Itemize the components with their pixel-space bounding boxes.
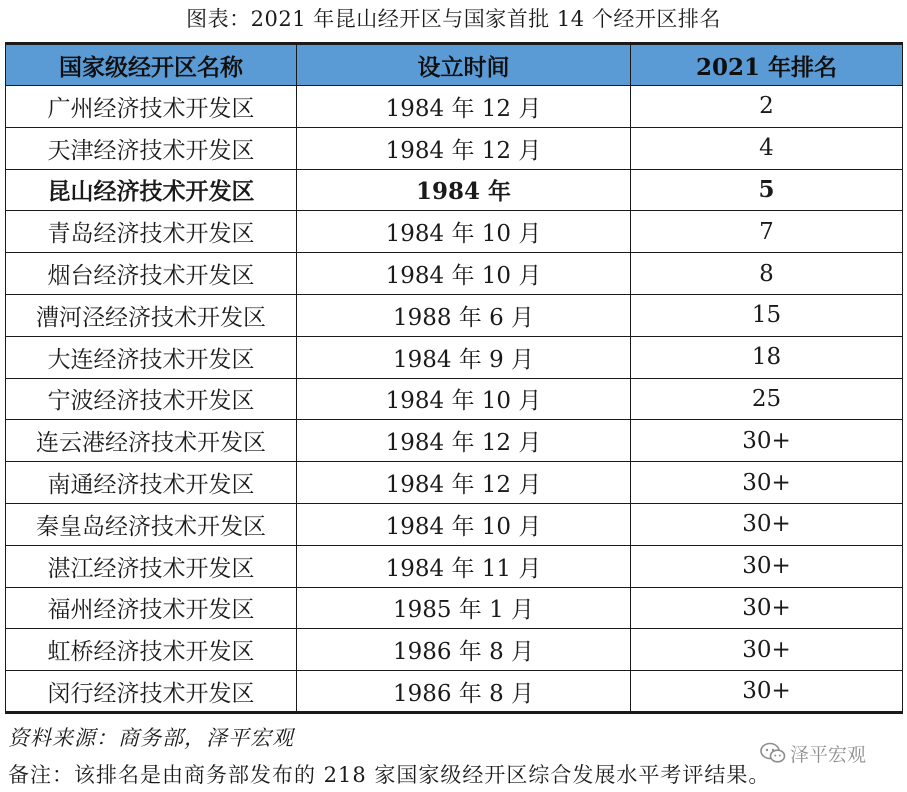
zone-name-cell: 宁波经济技术开发区 xyxy=(6,378,297,420)
watermark-text: 泽平宏观 xyxy=(790,743,867,766)
established-date-cell: 1984 年 9 月 xyxy=(297,336,631,378)
zone-name-cell: 昆山经济技术开发区 xyxy=(6,169,297,211)
rank-cell: 30+ xyxy=(631,462,903,504)
established-date-cell: 1984 年 12 月 xyxy=(297,86,631,128)
table-row xyxy=(6,629,903,671)
zone-name-cell: 连云港经济技术开发区 xyxy=(6,420,297,462)
zone-name-cell: 湛江经济技术开发区 xyxy=(6,545,297,587)
zone-name-cell: 广州经济技术开发区 xyxy=(6,86,297,128)
rank-cell: 30+ xyxy=(631,545,903,587)
source-note: 资料来源：商务部，泽平宏观 xyxy=(8,726,294,750)
zone-name-cell: 烟台经济技术开发区 xyxy=(6,253,297,295)
rank-cell: 25 xyxy=(631,378,903,420)
table-row-highlighted xyxy=(6,169,903,211)
table-row xyxy=(6,378,903,420)
table-header-row xyxy=(6,44,903,86)
rank-cell: 8 xyxy=(631,253,903,295)
column-header-name: 国家级经开区名称 xyxy=(6,44,297,86)
ranking-table xyxy=(5,42,903,714)
established-date-cell: 1984 年 10 月 xyxy=(297,253,631,295)
table-row xyxy=(6,420,903,462)
rank-cell: 30+ xyxy=(631,587,903,629)
rank-cell: 18 xyxy=(631,336,903,378)
table-row xyxy=(6,336,903,378)
zone-name-cell: 福州经济技术开发区 xyxy=(6,587,297,629)
established-date-cell: 1984 年 10 月 xyxy=(297,503,631,545)
established-date-cell: 1988 年 6 月 xyxy=(297,294,631,336)
established-date-cell: 1986 年 8 月 xyxy=(297,629,631,671)
zone-name-cell: 虹桥经济技术开发区 xyxy=(6,629,297,671)
established-date-cell: 1984 年 12 月 xyxy=(297,462,631,504)
established-date-cell: 1984 年 10 月 xyxy=(297,211,631,253)
column-header-date: 设立时间 xyxy=(297,44,631,86)
rank-cell: 30+ xyxy=(631,420,903,462)
rank-cell: 30+ xyxy=(631,503,903,545)
rank-cell: 7 xyxy=(631,211,903,253)
established-date-cell: 1984 年 12 月 xyxy=(297,420,631,462)
table-row xyxy=(6,503,903,545)
table-row xyxy=(6,462,903,504)
table-row xyxy=(6,86,903,128)
table-row xyxy=(6,545,903,587)
rank-cell: 4 xyxy=(631,127,903,169)
zone-name-cell: 青岛经济技术开发区 xyxy=(6,211,297,253)
zone-name-cell: 天津经济技术开发区 xyxy=(6,127,297,169)
rank-cell: 30+ xyxy=(631,671,903,713)
footnote: 备注：该排名是由商务部发布的 218 家国家级经开区综合发展水平考评结果。 xyxy=(8,763,771,787)
column-header-rank: 2021 年排名 xyxy=(631,44,903,86)
established-date-cell: 1984 年 10 月 xyxy=(297,378,631,420)
zone-name-cell: 秦皇岛经济技术开发区 xyxy=(6,503,297,545)
table-row xyxy=(6,253,903,295)
established-date-cell: 1984 年 xyxy=(297,169,631,211)
rank-cell: 30+ xyxy=(631,629,903,671)
established-date-cell: 1986 年 8 月 xyxy=(297,671,631,713)
table-row xyxy=(6,671,903,713)
zone-name-cell: 南通经济技术开发区 xyxy=(6,462,297,504)
zone-name-cell: 漕河泾经济技术开发区 xyxy=(6,294,297,336)
established-date-cell: 1985 年 1 月 xyxy=(297,587,631,629)
zone-name-cell: 大连经济技术开发区 xyxy=(6,336,297,378)
table-row xyxy=(6,127,903,169)
table-row xyxy=(6,294,903,336)
rank-cell: 5 xyxy=(631,169,903,211)
established-date-cell: 1984 年 11 月 xyxy=(297,545,631,587)
watermark xyxy=(760,738,866,768)
zone-name-cell: 闵行经济技术开发区 xyxy=(6,671,297,713)
rank-cell: 2 xyxy=(631,86,903,128)
established-date-cell: 1984 年 12 月 xyxy=(297,127,631,169)
table-row xyxy=(6,587,903,629)
table-row xyxy=(6,211,903,253)
rank-cell: 15 xyxy=(631,294,903,336)
table-title: 图表：2021 年昆山经开区与国家首批 14 个经开区排名 xyxy=(186,7,721,31)
